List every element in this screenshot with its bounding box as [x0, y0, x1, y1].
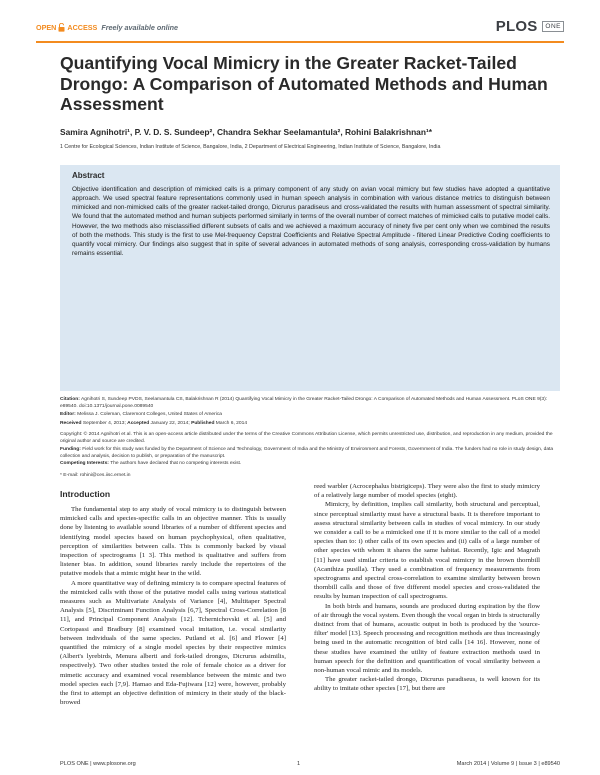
paragraph: A more quantitative way of defining mimicry is to compare spectral features of the mimicked calls with those of the putative model calls using various statistical measures such as Multivariate Analysis of Variance [4], Multitaper Spectral Analysis [5], Discriminant Function Analysis [6,7], Spectral Cross-Correlation [8 11], and Principal Component Analysis [12]. Tchernichovski et al. [5] and Cortopassi and Bradbury [8] examined vocal imitation, i.e. vocal similarity between individuals of the same species. Putland et al. [6] and Flower [4] quantified the mimicry of a single model species by their respective mimics (Albert's lyrebirds, Menura alberti and fork-tailed drongos, Dicrurus adsimilis, respectively). Two other studies tested the role of female choice as a driver for mimetic accuracy and examined vocal resemblance between the mimic and two model species each [7,9]. Hamao and Eda-Fujiwara [12] were, however, probably the first to attempt an objective definition of mimicry in their study of the black-browed [60, 579, 286, 707]
competing-label: Competing Interests: [60, 461, 109, 466]
header-rule [36, 41, 564, 43]
abstract-text: Objective identification and description of mimicked calls is a primary component of any study on avian vocal mimicry but few studies have adopted a quantitative approach. We used spectral feature representations commonly used in human speech analysis in combination with various distance metrics to distinguish between mimicked and non-mimicked calls of the greater racket-tailed drongo, Dicrurus paradiseus and cross-validated the results with human assessment of spectral similarity. We found that the automated method and human subjects performed similarly in terms of the overall number of correct matches of mimicked calls to putative model calls. However, the two methods also misclassified different subsets of calls and we achieved a maximum accuracy of ninety five per cent only when we combined the results of both the methods. This study is the first to use Mel-frequency Cepstral Coefficients and Relative Spectral Amplitude - filtered Linear Predictive Coding coefficients to quantify vocal mimicry. Our findings also suggest that in spite of several advances in automated methods of song analysis, corresponding cross-validation by humans remains essential. [72, 186, 550, 258]
open-access-badge [36, 23, 178, 32]
body-column-right [314, 482, 540, 694]
page-number: 1 [297, 761, 301, 767]
published-date: March 6, 2014 [215, 421, 248, 426]
published-label: Published [191, 421, 215, 426]
accepted-date: January 22, 2014; [150, 421, 190, 426]
editor [60, 412, 560, 419]
copyright: Copyright: © 2014 Agnihotri et al. This is an open-access article distributed under the terms of the Creative Commons Attribution License, which permits unrestricted use, distribution, and reproduction in any medium, provided the original author and source are credited. [60, 432, 553, 444]
one-wordmark: ONE [542, 21, 564, 32]
open-label: OPEN [36, 23, 57, 32]
author-list: Samira Agnihotri¹, P. V. D. S. Sundeep², Chandra Sekhar Seelamantula², Rohini Balakrishnan¹* [60, 127, 433, 137]
funding-label: Funding: [60, 447, 81, 452]
abstract-heading: Abstract [72, 171, 105, 180]
journal-logo [496, 18, 564, 35]
citation-label: Citation: [60, 397, 80, 402]
editor-text: Melissa J. Coleman, Claremont Colleges, United States of America [77, 412, 223, 417]
paragraph: The greater racket-tailed drongo, Dicrurus paradiseus, is well known for its ability to imitate other species [17], but there are [314, 676, 540, 693]
citation-text: Agnihotri S, Sundeep PVDS, Seelamantula CS, Balakrishnan R (2014) Quantifying Vocal Mimicry in the Greater Racket-Tailed Drongo: A Comparison of Automated Methods and Human Assessment. PLoS ONE 9(3): e89540. doi:10.1371/journal.pone.0089540 [60, 397, 548, 409]
open-lock-icon [58, 23, 65, 32]
article-title: Quantifying Vocal Mimicry in the Greater Racket-Tailed Drongo: A Comparison of Automated Methods and Human Assessment [60, 53, 548, 114]
funding-text: Field work for this study was funded by the Department of Science and Technology, Government of India and the Ministry of Environment and Forests, Government of India. The funders had no role in study design, data collection and analysis, decision to publish, or preparation of the manuscript. [60, 447, 554, 459]
funding [60, 447, 560, 460]
footer-issue: March 2014 | Volume 9 | Issue 3 | e89540 [456, 761, 560, 767]
plos-wordmark: PLOS [495, 18, 538, 35]
received-date: September 4, 2013; [82, 421, 126, 426]
accepted-label: Accepted [127, 421, 150, 426]
competing-text: The authors have declared that no competing interests exist. [110, 461, 242, 466]
received-label: Received [60, 421, 82, 426]
footer-journal: PLOS ONE | www.plosone.org [60, 761, 136, 767]
dates [60, 421, 560, 428]
affiliations: 1 Centre for Ecological Sciences, Indian Institute of Science, Bangalore, India, 2 Department of Electrical Engineering, Indian Institute of Science, Bangalore, India [60, 144, 441, 150]
paragraph: In both birds and humans, sounds are produced during expiration by the flow of air through the vocal system. Even though the vocal organ in birds is structurally distinct from that of humans, acoustic output in both is produced by the 'source-filter' model [13]. Speech processing and recognition methods are thus increasingly being used in the automatic recognition of bird calls [14 16]. However, none of these studies have examined the utility of feature extraction methods used in human speech for the definition and quantification of vocal similarity between a non-human vocal mimic and its models. [314, 602, 540, 675]
introduction-heading: Introduction [60, 489, 111, 499]
paragraph: Mimicry, by definition, implies call similarity, both structural and perceptual, since perceptual similarity must have a structural basis. It is therefore important to assess structural similarity between calls in studies of vocal mimicry. In our study we consider a call to be a mimicked one if it is more similar to the call of a model species than to: i) other calls of its own species and (ii) calls of a large number of other species with whom it shares the same habitat. Recently, Igic and Magrath [11] have used similar criteria to establish vocal mimicry in the brown thornbill (Acanthiza pusilla). They used a combination of frequency measurements from spectrograms and spectral cross-correlation to examine similarity between brown thornbill calls and those of five different model species and cross-validated the results by human inspection of call spectrograms. [314, 501, 540, 601]
contact-email[interactable]: * E-mail: rohini@ces.iisc.ernet.in [60, 473, 131, 478]
body-column-left [60, 505, 286, 707]
citation [60, 397, 560, 410]
paragraph: The fundamental step to any study of vocal mimicry is to distinguish between mimicked calls and species-specific calls in an objective manner. This is usually done by listening to available sound libraries of a number of different species and identifying model species based on human psychophysical, often qualitative, perception of similarities between calls. This is commonly backed by visual inspection of spectrograms [1 3]. This method is qualitative and suffers from listener bias. In addition, sound libraries rarely include the repertoires of the putative models that a mimic might hear in the wild. [60, 506, 286, 578]
paragraph: reed warbler (Acrocephalus bistrigiceps). They were also the first to study mimicry of a relatively large number of model species (eight). [314, 483, 540, 500]
competing-interests [60, 461, 560, 468]
access-label: ACCESS [67, 23, 98, 32]
editor-label: Editor: [60, 412, 76, 417]
freely-available-label: Freely available online [101, 23, 179, 32]
